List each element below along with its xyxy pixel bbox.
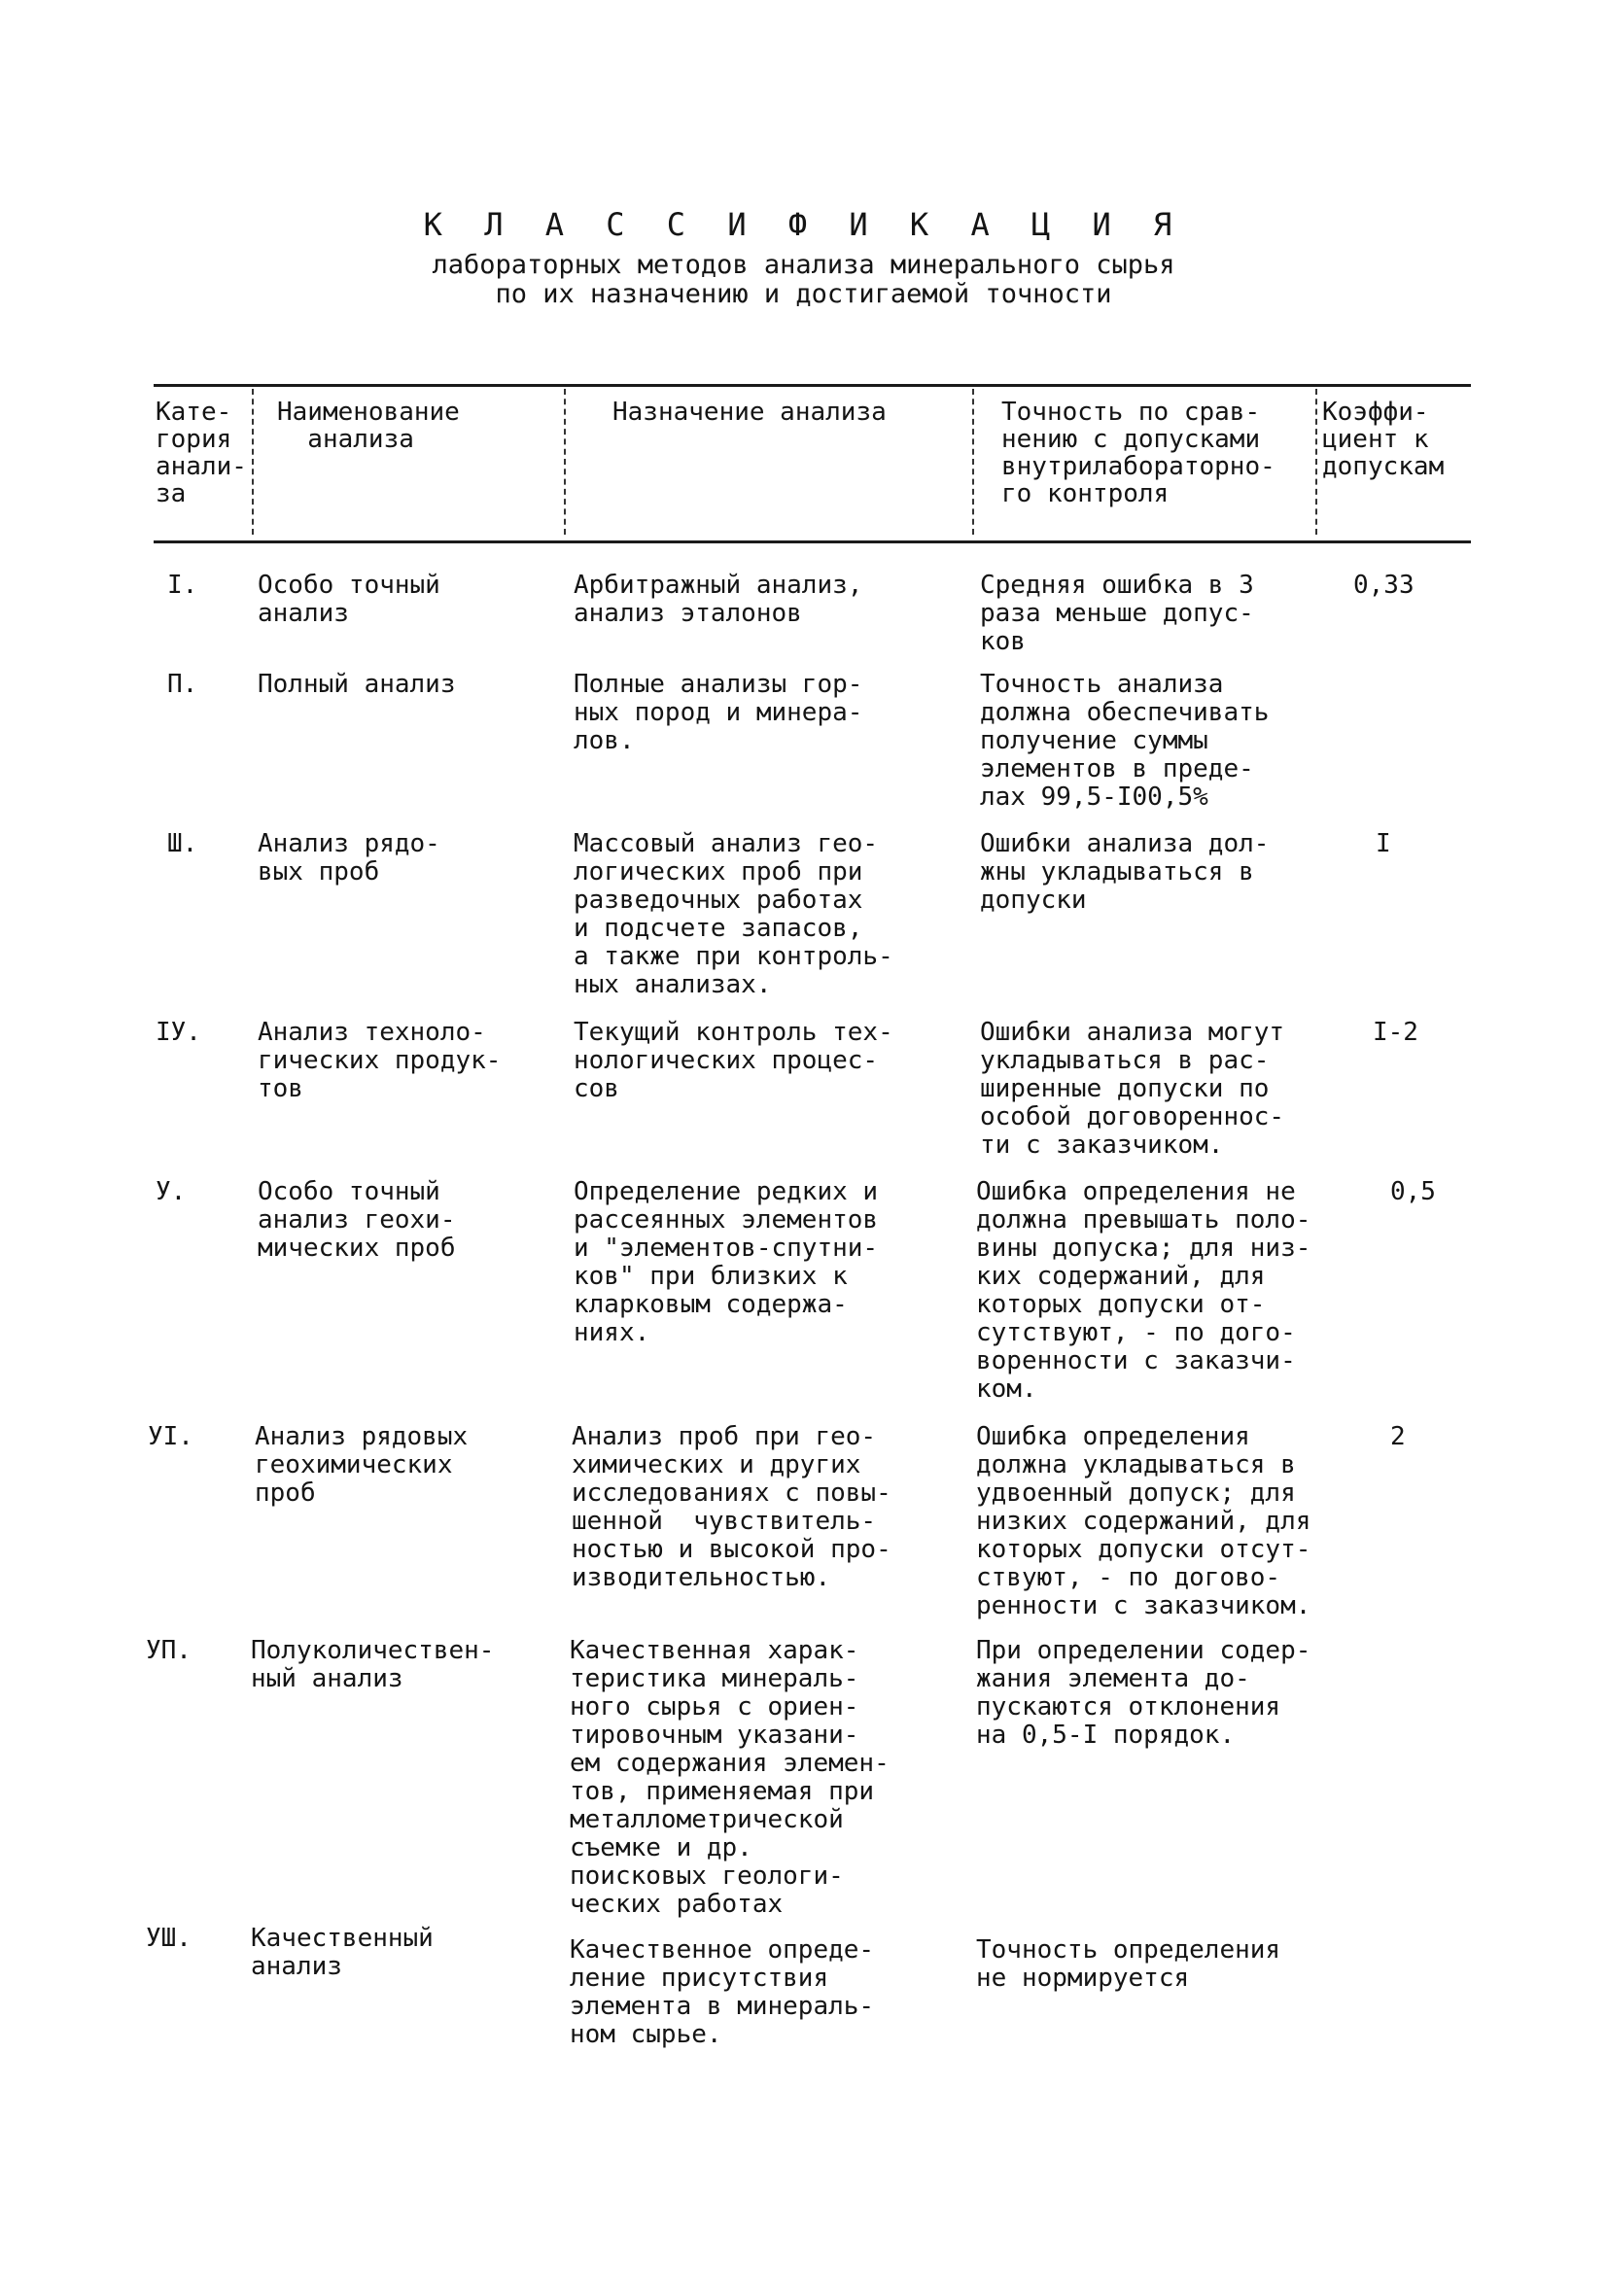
table-header-rule [154,540,1471,543]
row-category: Ш. [167,829,198,858]
row-category: IУ. [156,1018,201,1047]
row-accuracy: Ошибки анализа дол- жны укладываться в допуски [980,829,1270,915]
row-coefficient: 0,5 [1390,1177,1436,1206]
row-analysis-name: Анализ техноло- гических продук- тов [258,1018,502,1103]
column-header-name: Наименование анализа [277,398,460,454]
document-title: К Л А С С И Ф И К А Ц И Я [423,206,1184,243]
column-header-purpose: Назначение анализа [612,398,887,427]
row-purpose: Массовый анализ гео- логических проб при разведочных работах и подсчете запасов, а также при контроль- ных анализах. [574,829,893,999]
row-accuracy: При определении содер- жания элемента до- пускаются отклонения на 0,5-I порядок. [976,1636,1311,1750]
row-accuracy: Точность анализа должна обеспечивать получение суммы элементов в преде- лах 99,5-I00,5% [980,670,1270,812]
row-category: I. [167,571,198,600]
row-accuracy: Средняя ошибка в 3 раза меньше допус- ков [980,571,1254,656]
row-analysis-name: Особо точный анализ геохи- мических проб [258,1177,456,1263]
row-coefficient: 2 [1390,1422,1406,1451]
row-purpose: Анализ проб при гео- химических и других исследованиях с повы- шенной чувствитель- ностью и высокой про- изводительностью. [572,1422,891,1592]
row-category: У. [156,1177,187,1206]
row-category: П. [167,670,198,699]
row-purpose: Качественная харак- теристика минераль- ного сырья с ориен- тировочным указани- ем содержания элемен- тов, применяемая при металлометрической съемке и др. поисковых геологи- ческих работах [570,1636,890,1919]
row-purpose: Текущий контроль тех- нологических процес- сов [574,1018,893,1103]
row-analysis-name: Анализ рядо- вых проб [258,829,440,887]
row-category: УШ. [146,1924,192,1953]
row-accuracy: Ошибка определения не должна превышать поло- вины допуска; для низ- ких содержаний, для которых допуски от- сутствуют, - по дого- воренности с заказчи- ком. [976,1177,1311,1404]
row-purpose: Арбитражный анализ, анализ эталонов [574,571,863,628]
row-coefficient: I-2 [1373,1018,1418,1047]
column-divider [1315,389,1317,535]
column-divider [252,389,254,535]
column-divider [564,389,566,535]
row-accuracy: Ошибки анализа могут укладываться в рас- ширенные допуски по особой договореннос- ти с заказчиком. [980,1018,1285,1160]
row-purpose: Полные анализы гор- ных пород и минера- лов. [574,670,863,755]
row-category: УI. [148,1422,193,1451]
table-top-rule [154,384,1471,387]
row-analysis-name: Анализ рядовых геохимических проб [255,1422,469,1508]
document-subtitle-line-1: лабораторных методов анализа минерального сырья [432,250,1175,280]
row-analysis-name: Особо точный анализ [258,571,440,628]
row-accuracy: Точность определения не нормируется [976,1935,1281,1993]
column-header-category: Кате- гория анали- за [156,398,247,508]
row-coefficient: 0,33 [1353,571,1415,600]
row-category: УП. [146,1636,192,1665]
row-accuracy: Ошибка определения должна укладываться в удвоенный допуск; для низких содержаний, для которых допуски отсут- ствуют, - по догово- ренности с заказчиком. [976,1422,1311,1620]
row-coefficient: I [1376,829,1391,858]
row-analysis-name: Качественный анализ [251,1924,434,1981]
column-header-accuracy: Точность по срав- нению с допусками внутрилабораторно- го контроля [1001,398,1275,508]
document-subtitle-line-2: по их назначению и достигаемой точности [495,279,1112,309]
row-purpose: Качественное опреде- ление присутствия элемента в минераль- ном сырье. [570,1935,875,2049]
row-purpose: Определение редких и рассеянных элементов и "элементов-спутни- ков" при близких к кларковым содержа- ниях. [574,1177,879,1347]
column-divider [972,389,974,535]
column-header-coefficient: Коэффи- циент к допускам [1322,398,1445,481]
row-analysis-name: Полуколичествен- ный анализ [251,1636,495,1693]
row-analysis-name: Полный анализ [258,670,456,699]
